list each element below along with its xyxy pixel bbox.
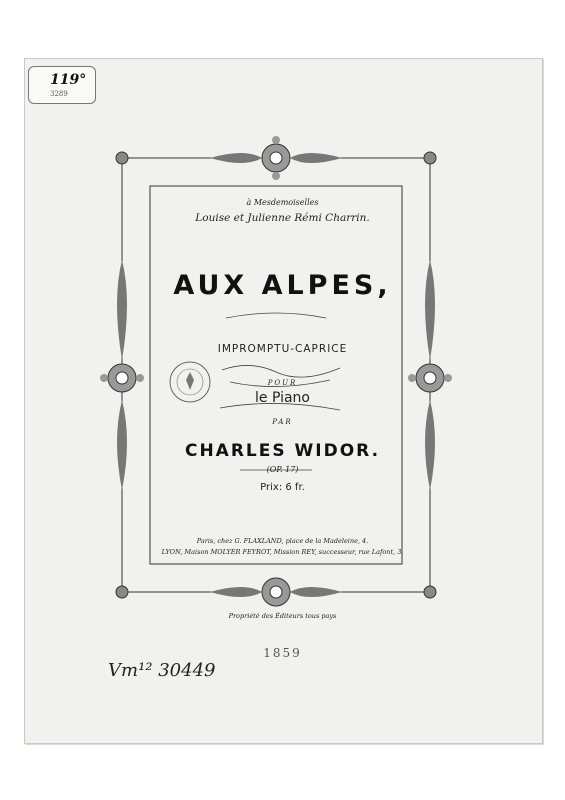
dedication-line-2: Louise et Julienne Rémi Charrin. <box>195 212 370 224</box>
instrument-text: le Piano <box>255 390 310 406</box>
top-rosette-icon <box>210 136 342 180</box>
work-title: AUX ALPES, <box>173 270 392 301</box>
composer-name: CHARLES WIDOR. <box>184 441 381 461</box>
bottom-rosette-icon <box>210 578 342 606</box>
par-text: PAR <box>272 418 293 426</box>
dedication-line-1: à Mesdemoiselles <box>246 198 319 207</box>
library-code: 3289 <box>50 90 68 98</box>
pour-text: POUR <box>267 379 298 387</box>
price-text: Prix: 6 fr. <box>260 482 305 493</box>
publisher-line-2: LYON, Maison MOLYER FEYROT, Mission REY, successeur, rue Lafont, 3. <box>161 548 404 556</box>
year-mark: 1859 <box>263 646 302 660</box>
library-number: 119° <box>50 72 87 88</box>
publisher-line-1: Paris, chez G. FLAXLAND, place de la Madeleine, 4. <box>196 537 369 545</box>
opus-number: (OP. 17) <box>266 465 299 474</box>
work-subtitle: IMPROMPTU-CAPRICE <box>217 343 348 355</box>
call-number-signature: Vm¹² 30449 <box>108 660 216 681</box>
property-notice: Propriété des Éditeurs tous pays <box>228 612 337 620</box>
